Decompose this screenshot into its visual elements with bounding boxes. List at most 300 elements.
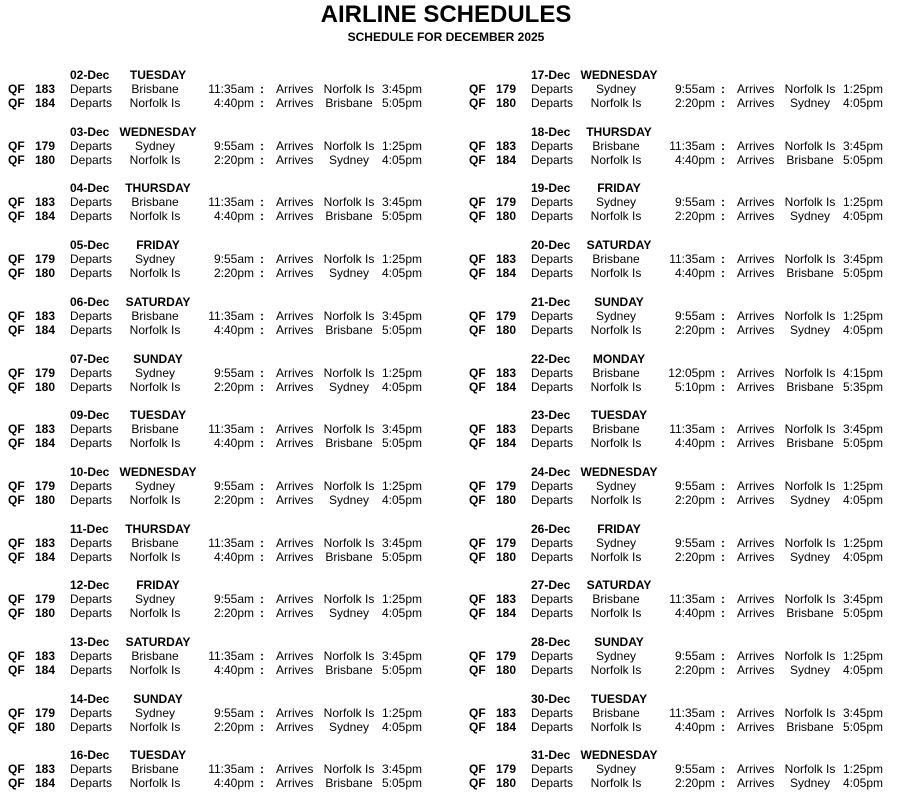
arrives-label: Arrives xyxy=(276,379,314,394)
arrives-label: Arrives xyxy=(276,209,314,224)
flight-row xyxy=(461,380,900,394)
origin: Norfolk Is xyxy=(129,549,181,564)
day-date: 04-Dec xyxy=(70,181,110,196)
arrives-label: Arrives xyxy=(737,209,775,224)
separator: : xyxy=(260,478,264,493)
day-block xyxy=(461,465,900,509)
airline-code: QF xyxy=(8,138,25,153)
arrival-time: 1:25pm xyxy=(842,82,883,96)
arrives-label: Arrives xyxy=(737,478,775,493)
departs-label: Departs xyxy=(531,719,574,734)
day-date: 13-Dec xyxy=(70,635,110,649)
day-of-week: THURSDAY xyxy=(125,181,191,196)
departs-label: Departs xyxy=(70,195,113,210)
arrival-time: 1:25pm xyxy=(381,252,422,267)
day-of-week: THURSDAY xyxy=(125,521,191,536)
flight-number: 180 xyxy=(496,776,517,791)
page-subtitle: SCHEDULE FOR DECEMBER 2025 xyxy=(347,30,545,44)
departs-label: Departs xyxy=(70,606,113,621)
origin: Norfolk Is xyxy=(590,719,642,734)
departure-time: 9:55am xyxy=(213,138,254,153)
separator: : xyxy=(721,436,725,451)
airline-code: QF xyxy=(8,492,25,507)
separator: : xyxy=(260,82,264,96)
arrival-time: 3:45pm xyxy=(842,138,883,153)
destination: Sydney xyxy=(328,719,370,734)
arrives-label: Arrives xyxy=(737,252,775,267)
flight-row xyxy=(0,550,440,564)
origin: Brisbane xyxy=(131,535,179,550)
origin: Sydney xyxy=(595,762,637,777)
day-date: 19-Dec xyxy=(531,181,571,196)
departs-label: Departs xyxy=(531,266,574,281)
departs-label: Departs xyxy=(531,492,574,507)
day-of-week: SATURDAY xyxy=(586,238,652,253)
origin: Brisbane xyxy=(592,252,640,267)
destination: Brisbane xyxy=(325,436,373,451)
flight-row xyxy=(461,436,900,450)
origin: Norfolk Is xyxy=(590,266,642,281)
day-block xyxy=(461,125,900,169)
day-block xyxy=(461,578,900,622)
day-date: 30-Dec xyxy=(531,691,571,706)
arrival-time: 3:45pm xyxy=(842,592,883,607)
destination: Norfolk Is xyxy=(323,365,375,380)
destination: Sydney xyxy=(328,379,370,394)
separator: : xyxy=(721,762,725,777)
separator: : xyxy=(260,535,264,550)
separator: : xyxy=(260,549,264,564)
origin: Brisbane xyxy=(131,422,179,437)
separator: : xyxy=(260,649,264,663)
separator: : xyxy=(721,266,725,281)
departs-label: Departs xyxy=(531,663,574,677)
origin: Norfolk Is xyxy=(129,209,181,224)
destination: Sydney xyxy=(789,209,831,224)
separator: : xyxy=(260,195,264,210)
airline-code: QF xyxy=(469,96,486,110)
separator: : xyxy=(260,663,264,677)
airline-code: QF xyxy=(8,719,25,734)
departure-time: 9:55am xyxy=(213,478,254,493)
arrives-label: Arrives xyxy=(276,705,314,720)
arrival-time: 4:15pm xyxy=(842,365,883,380)
day-date: 27-Dec xyxy=(531,578,571,593)
airline-code: QF xyxy=(469,649,486,663)
departure-time: 4:40pm xyxy=(674,436,715,451)
flight-number: 180 xyxy=(496,96,517,110)
arrives-label: Arrives xyxy=(737,663,775,677)
flight-row xyxy=(0,380,440,394)
airline-code: QF xyxy=(8,762,25,777)
flight-number: 183 xyxy=(35,762,56,777)
airline-code: QF xyxy=(469,549,486,564)
arrival-time: 1:25pm xyxy=(381,138,422,153)
airline-code: QF xyxy=(8,478,25,493)
origin: Norfolk Is xyxy=(590,209,642,224)
arrives-label: Arrives xyxy=(276,365,314,380)
origin: Sydney xyxy=(595,649,637,663)
departure-time: 9:55am xyxy=(674,308,715,323)
separator: : xyxy=(260,138,264,153)
airline-code: QF xyxy=(469,252,486,267)
origin: Brisbane xyxy=(592,592,640,607)
arrival-time: 4:05pm xyxy=(842,322,883,337)
flight-number: 179 xyxy=(496,649,517,663)
flight-row xyxy=(0,592,440,606)
flight-number: 179 xyxy=(35,705,56,720)
day-of-week: FRIDAY xyxy=(597,181,641,196)
airline-code: QF xyxy=(8,209,25,224)
flight-row xyxy=(461,266,900,280)
arrival-time: 5:05pm xyxy=(842,266,883,281)
arrival-time: 4:05pm xyxy=(381,719,422,734)
flight-row xyxy=(461,252,900,266)
flight-row xyxy=(461,720,900,734)
day-block xyxy=(461,748,900,792)
departs-label: Departs xyxy=(70,705,113,720)
flight-number: 183 xyxy=(496,705,517,720)
arrival-time: 3:45pm xyxy=(381,195,422,210)
airline-code: QF xyxy=(469,195,486,210)
flight-number: 183 xyxy=(35,308,56,323)
day-of-week: WEDNESDAY xyxy=(580,464,658,479)
arrives-label: Arrives xyxy=(737,82,775,96)
origin: Norfolk Is xyxy=(129,776,181,791)
arrival-time: 4:05pm xyxy=(842,549,883,564)
destination: Brisbane xyxy=(325,96,373,110)
separator: : xyxy=(260,606,264,621)
arrival-time: 3:45pm xyxy=(842,422,883,437)
destination: Sydney xyxy=(789,663,831,677)
flight-number: 179 xyxy=(496,195,517,210)
arrival-time: 5:05pm xyxy=(381,663,422,677)
flight-row xyxy=(461,776,900,790)
day-date: 10-Dec xyxy=(70,464,110,479)
departs-label: Departs xyxy=(531,549,574,564)
day-block xyxy=(0,748,440,792)
flight-number: 183 xyxy=(496,252,517,267)
day-block xyxy=(0,522,440,566)
arrival-time: 4:05pm xyxy=(842,663,883,677)
arrival-time: 1:25pm xyxy=(381,705,422,720)
departure-time: 4:40pm xyxy=(213,209,254,224)
day-date: 11-Dec xyxy=(70,521,109,536)
flight-number: 183 xyxy=(35,535,56,550)
departs-label: Departs xyxy=(70,478,113,493)
departure-time: 2:20pm xyxy=(213,266,254,281)
day-date: 02-Dec xyxy=(70,68,110,82)
destination: Norfolk Is xyxy=(784,649,836,663)
arrives-label: Arrives xyxy=(737,308,775,323)
origin: Norfolk Is xyxy=(590,776,642,791)
separator: : xyxy=(721,422,725,437)
origin: Norfolk Is xyxy=(129,322,181,337)
airline-code: QF xyxy=(469,152,486,167)
arrives-label: Arrives xyxy=(737,195,775,210)
flight-row xyxy=(461,479,900,493)
origin: Brisbane xyxy=(592,138,640,153)
flight-row xyxy=(0,153,440,167)
arrival-time: 5:05pm xyxy=(842,606,883,621)
departure-time: 9:55am xyxy=(674,649,715,663)
departs-label: Departs xyxy=(70,138,113,153)
day-of-week: SUNDAY xyxy=(594,635,644,649)
flight-number: 184 xyxy=(496,379,517,394)
day-block xyxy=(461,692,900,736)
arrives-label: Arrives xyxy=(737,705,775,720)
arrives-label: Arrives xyxy=(276,549,314,564)
origin: Norfolk Is xyxy=(129,266,181,281)
departure-time: 2:20pm xyxy=(213,152,254,167)
origin: Sydney xyxy=(595,478,637,493)
airline-code: QF xyxy=(469,719,486,734)
day-date: 06-Dec xyxy=(70,294,110,309)
day-block xyxy=(0,692,440,736)
flight-number: 183 xyxy=(496,592,517,607)
separator: : xyxy=(260,252,264,267)
departs-label: Departs xyxy=(531,152,574,167)
destination: Norfolk Is xyxy=(784,592,836,607)
arrives-label: Arrives xyxy=(276,719,314,734)
airline-code: QF xyxy=(8,96,25,110)
destination: Brisbane xyxy=(786,379,834,394)
destination: Brisbane xyxy=(325,209,373,224)
arrives-label: Arrives xyxy=(276,649,314,663)
departure-time: 9:55am xyxy=(674,478,715,493)
arrives-label: Arrives xyxy=(276,322,314,337)
arrives-label: Arrives xyxy=(276,266,314,281)
separator: : xyxy=(260,705,264,720)
destination: Norfolk Is xyxy=(323,82,375,96)
airline-code: QF xyxy=(469,322,486,337)
day-date: 31-Dec xyxy=(531,748,571,763)
flight-number: 180 xyxy=(35,606,56,621)
flight-number: 183 xyxy=(496,365,517,380)
flight-row xyxy=(0,82,440,96)
airline-code: QF xyxy=(469,308,486,323)
day-block xyxy=(461,238,900,282)
day-of-week: SATURDAY xyxy=(125,635,191,649)
arrival-time: 3:45pm xyxy=(381,308,422,323)
day-block xyxy=(0,465,440,509)
separator: : xyxy=(260,436,264,451)
flight-number: 180 xyxy=(35,719,56,734)
arrival-time: 5:05pm xyxy=(842,152,883,167)
destination: Sydney xyxy=(328,152,370,167)
arrival-time: 3:45pm xyxy=(381,649,422,663)
flight-number: 183 xyxy=(35,82,56,96)
day-date: 07-Dec xyxy=(70,351,110,366)
flight-row xyxy=(0,762,440,776)
departure-time: 2:20pm xyxy=(674,492,715,507)
destination: Norfolk Is xyxy=(784,422,836,437)
destination: Norfolk Is xyxy=(323,478,375,493)
arrives-label: Arrives xyxy=(737,266,775,281)
departure-time: 4:40pm xyxy=(213,549,254,564)
departure-time: 11:35am xyxy=(669,705,715,720)
airline-code: QF xyxy=(8,549,25,564)
departs-label: Departs xyxy=(70,308,113,323)
flight-row xyxy=(461,706,900,720)
flight-number: 184 xyxy=(35,663,56,677)
destination: Sydney xyxy=(328,492,370,507)
separator: : xyxy=(260,96,264,110)
airline-code: QF xyxy=(8,322,25,337)
origin: Norfolk Is xyxy=(129,492,181,507)
departure-time: 2:20pm xyxy=(674,776,715,791)
arrival-time: 3:45pm xyxy=(381,762,422,777)
origin: Norfolk Is xyxy=(590,549,642,564)
day-of-week: MONDAY xyxy=(592,351,646,366)
departure-time: 11:35am xyxy=(669,592,715,607)
day-of-week: SUNDAY xyxy=(133,691,183,706)
separator: : xyxy=(260,308,264,323)
origin: Sydney xyxy=(134,705,176,720)
airline-code: QF xyxy=(469,266,486,281)
flight-row xyxy=(461,606,900,620)
destination: Sydney xyxy=(789,96,831,110)
flight-number: 180 xyxy=(496,549,517,564)
day-block xyxy=(461,295,900,339)
airline-code: QF xyxy=(469,535,486,550)
destination: Norfolk Is xyxy=(784,705,836,720)
separator: : xyxy=(260,379,264,394)
origin: Norfolk Is xyxy=(590,322,642,337)
separator: : xyxy=(721,209,725,224)
arrives-label: Arrives xyxy=(737,436,775,451)
airline-code: QF xyxy=(469,365,486,380)
day-date: 17-Dec xyxy=(531,68,571,82)
separator: : xyxy=(721,705,725,720)
airline-code: QF xyxy=(8,195,25,210)
arrives-label: Arrives xyxy=(276,478,314,493)
departs-label: Departs xyxy=(70,422,113,437)
arrives-label: Arrives xyxy=(276,592,314,607)
flight-row xyxy=(0,309,440,323)
day-date: 09-Dec xyxy=(70,408,110,423)
airline-code: QF xyxy=(8,252,25,267)
destination: Norfolk Is xyxy=(323,592,375,607)
airline-code: QF xyxy=(8,422,25,437)
departure-time: 4:40pm xyxy=(213,663,254,677)
departs-label: Departs xyxy=(531,649,574,663)
destination: Norfolk Is xyxy=(784,535,836,550)
destination: Brisbane xyxy=(786,436,834,451)
separator: : xyxy=(721,492,725,507)
flight-row xyxy=(461,592,900,606)
day-of-week: FRIDAY xyxy=(597,521,641,536)
day-of-week: FRIDAY xyxy=(136,238,180,253)
arrival-time: 1:25pm xyxy=(381,478,422,493)
arrives-label: Arrives xyxy=(737,592,775,607)
separator: : xyxy=(721,478,725,493)
origin: Norfolk Is xyxy=(590,152,642,167)
day-block xyxy=(0,408,440,452)
arrival-time: 4:05pm xyxy=(842,96,883,110)
destination: Sydney xyxy=(789,549,831,564)
airline-code: QF xyxy=(469,762,486,777)
origin: Brisbane xyxy=(592,365,640,380)
flight-row xyxy=(461,663,900,677)
flight-row xyxy=(461,536,900,550)
destination: Norfolk Is xyxy=(323,705,375,720)
day-block xyxy=(461,522,900,566)
airline-code: QF xyxy=(469,705,486,720)
origin: Norfolk Is xyxy=(129,379,181,394)
arrives-label: Arrives xyxy=(737,649,775,663)
origin: Norfolk Is xyxy=(129,719,181,734)
departs-label: Departs xyxy=(531,365,574,380)
airline-code: QF xyxy=(8,535,25,550)
departs-label: Departs xyxy=(531,308,574,323)
separator: : xyxy=(260,152,264,167)
separator: : xyxy=(721,663,725,677)
arrives-label: Arrives xyxy=(737,422,775,437)
departs-label: Departs xyxy=(70,436,113,451)
flight-number: 184 xyxy=(496,606,517,621)
airline-code: QF xyxy=(469,478,486,493)
day-block xyxy=(461,408,900,452)
arrival-time: 1:25pm xyxy=(842,535,883,550)
separator: : xyxy=(721,96,725,110)
departure-time: 11:35am xyxy=(669,252,715,267)
flight-row xyxy=(461,209,900,223)
departure-time: 11:35am xyxy=(669,422,715,437)
departs-label: Departs xyxy=(70,96,113,110)
origin: Brisbane xyxy=(131,308,179,323)
departs-label: Departs xyxy=(531,195,574,210)
destination: Norfolk Is xyxy=(784,478,836,493)
flight-row xyxy=(0,776,440,790)
flight-row xyxy=(0,663,440,677)
arrives-label: Arrives xyxy=(737,152,775,167)
separator: : xyxy=(721,138,725,153)
separator: : xyxy=(721,592,725,607)
day-of-week: TUESDAY xyxy=(129,68,187,82)
airline-code: QF xyxy=(469,379,486,394)
separator: : xyxy=(260,365,264,380)
day-of-week: SATURDAY xyxy=(586,578,652,593)
departure-time: 9:55am xyxy=(213,365,254,380)
departure-time: 2:20pm xyxy=(213,492,254,507)
day-of-week: WEDNESDAY xyxy=(119,124,197,139)
flight-number: 180 xyxy=(496,209,517,224)
departs-label: Departs xyxy=(531,436,574,451)
day-of-week: WEDNESDAY xyxy=(119,464,197,479)
departure-time: 2:20pm xyxy=(213,719,254,734)
destination: Sydney xyxy=(789,492,831,507)
flight-row xyxy=(461,422,900,436)
flight-row xyxy=(461,493,900,507)
destination: Norfolk Is xyxy=(323,422,375,437)
arrives-label: Arrives xyxy=(276,152,314,167)
departure-time: 12:05pm xyxy=(668,365,715,380)
origin: Sydney xyxy=(134,478,176,493)
airline-code: QF xyxy=(469,209,486,224)
destination: Brisbane xyxy=(325,776,373,791)
destination: Norfolk Is xyxy=(784,138,836,153)
day-of-week: FRIDAY xyxy=(136,578,180,593)
separator: : xyxy=(260,266,264,281)
airline-code: QF xyxy=(469,492,486,507)
flight-number: 179 xyxy=(35,592,56,607)
flight-row xyxy=(461,366,900,380)
arrives-label: Arrives xyxy=(276,422,314,437)
day-date: 28-Dec xyxy=(531,635,571,649)
arrives-label: Arrives xyxy=(276,195,314,210)
flight-number: 183 xyxy=(35,422,56,437)
